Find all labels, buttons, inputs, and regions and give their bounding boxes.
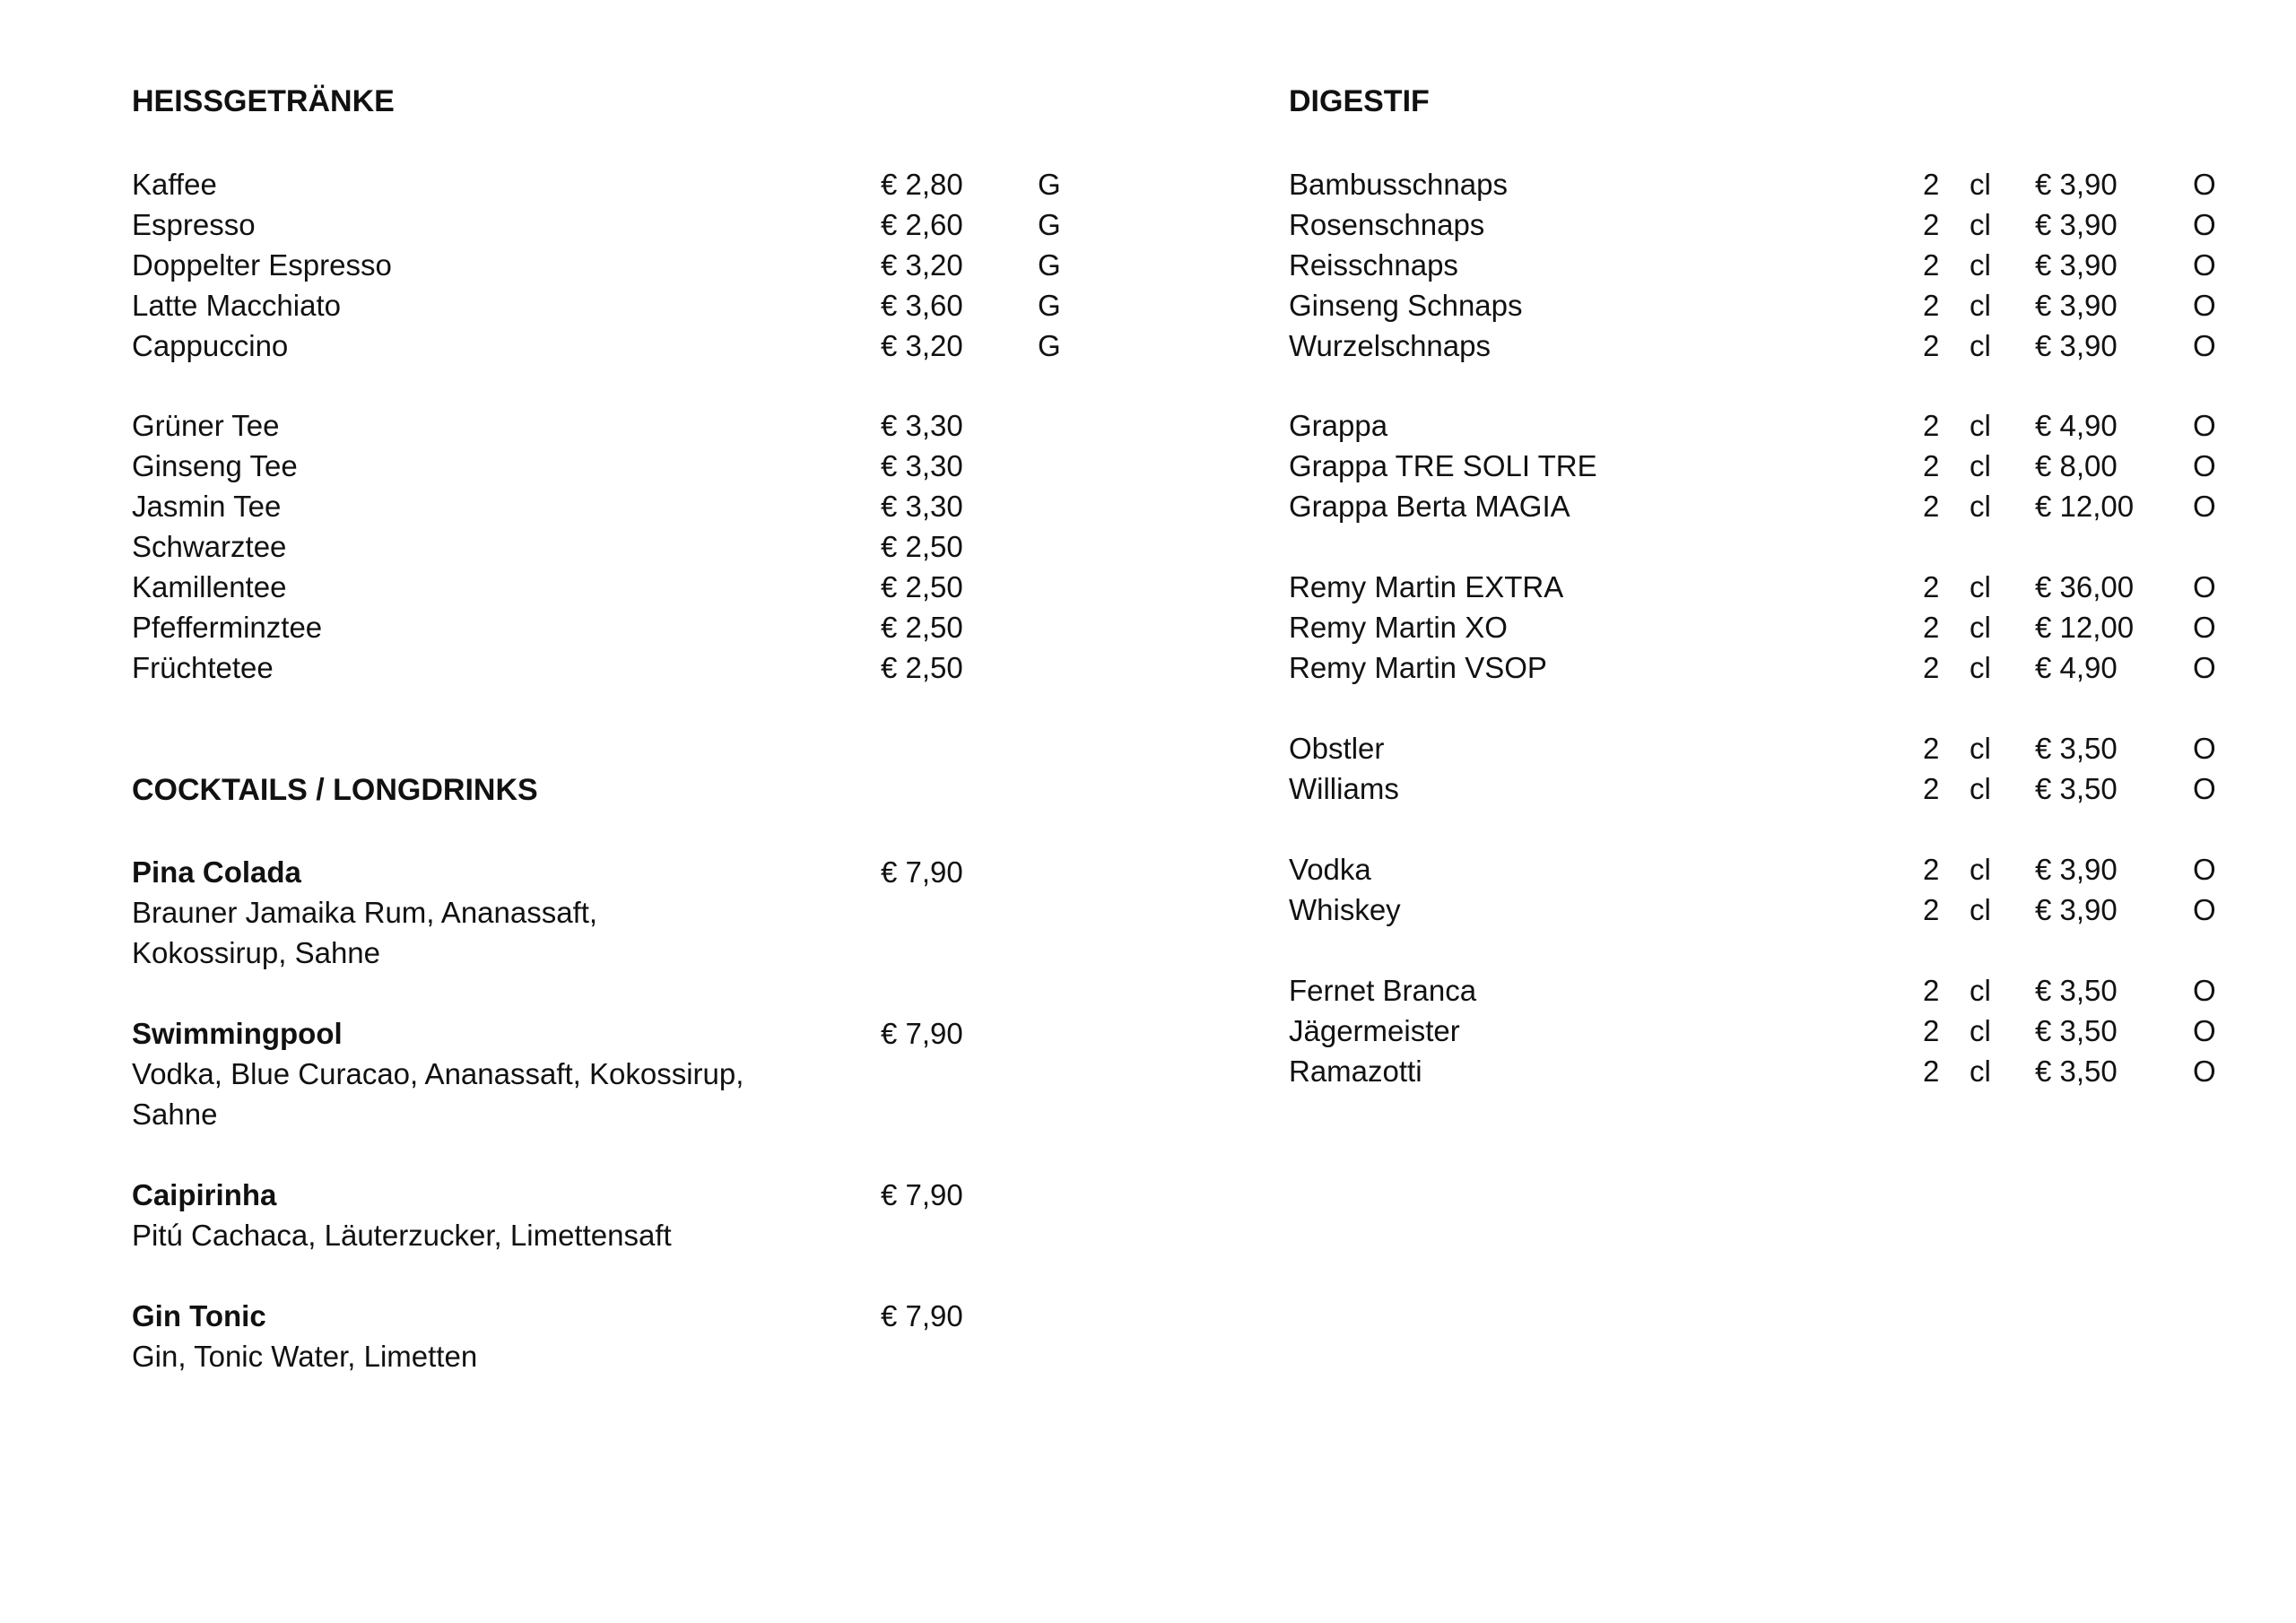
item-qty: 2: [1923, 1014, 1940, 1047]
item-unit: cl: [1970, 974, 1991, 1007]
item-qty: 2: [1923, 248, 1940, 282]
item-unit: cl: [1970, 329, 1991, 362]
item-unit: cl: [1970, 289, 1991, 322]
item-code: O: [2193, 248, 2216, 282]
item-code: O: [2193, 490, 2216, 523]
item-code: G: [1038, 248, 1061, 282]
item-code: O: [2193, 772, 2216, 805]
menu-item: [1289, 970, 2239, 1011]
cocktail-price: € 7,90: [881, 1299, 963, 1332]
item-code: O: [2193, 974, 2216, 1007]
item-code: O: [2193, 449, 2216, 482]
menu-item: [132, 567, 1083, 607]
item-name: Schwarztee: [132, 530, 287, 563]
item-name: Bambusschnaps: [1289, 168, 1508, 201]
item-name: Ramazotti: [1289, 1055, 1422, 1088]
menu-item: [1289, 405, 2239, 446]
item-price: € 3,30: [881, 409, 963, 442]
item-price: € 3,90: [2035, 248, 2118, 282]
hot-drinks-heading: HEISSGETRÄNKE: [132, 84, 395, 118]
item-name: Remy Martin XO: [1289, 611, 1508, 644]
item-name: Kamillentee: [132, 570, 287, 603]
cocktail-item: [132, 1175, 1083, 1215]
item-price: € 3,20: [881, 329, 963, 362]
menu-item: [1289, 607, 2239, 647]
item-price: € 3,30: [881, 490, 963, 523]
item-name: Grüner Tee: [132, 409, 280, 442]
item-qty: 2: [1923, 409, 1940, 442]
item-qty: 2: [1923, 570, 1940, 603]
menu-item: [132, 325, 1083, 366]
item-price: € 4,90: [2035, 651, 2118, 684]
item-unit: cl: [1970, 611, 1991, 644]
item-unit: cl: [1970, 168, 1991, 201]
menu-item: [1289, 728, 2239, 768]
item-price: € 36,00: [2035, 570, 2135, 603]
item-code: O: [2193, 611, 2216, 644]
item-price: € 2,60: [881, 208, 963, 241]
item-name: Grappa: [1289, 409, 1388, 442]
item-name: Doppelter Espresso: [132, 248, 392, 282]
item-code: O: [2193, 853, 2216, 886]
menu-item: [1289, 1011, 2239, 1051]
item-code: O: [2193, 1055, 2216, 1088]
item-price: € 3,60: [881, 289, 963, 322]
item-code: O: [2193, 651, 2216, 684]
cocktail-price: € 7,90: [881, 1017, 963, 1050]
item-price: € 2,50: [881, 530, 963, 563]
item-qty: 2: [1923, 974, 1940, 1007]
cocktail-item: [132, 852, 1083, 892]
item-qty: 2: [1923, 168, 1940, 201]
item-name: Jasmin Tee: [132, 490, 282, 523]
item-price: € 3,20: [881, 248, 963, 282]
item-unit: cl: [1970, 772, 1991, 805]
item-code: O: [2193, 168, 2216, 201]
item-name: Remy Martin VSOP: [1289, 651, 1547, 684]
menu-item: [1289, 245, 2239, 285]
item-qty: 2: [1923, 611, 1940, 644]
item-unit: cl: [1970, 208, 1991, 241]
item-price: € 8,00: [2035, 449, 2118, 482]
item-unit: cl: [1970, 570, 1991, 603]
item-price: € 3,90: [2035, 329, 2118, 362]
item-name: Latte Macchiato: [132, 289, 341, 322]
item-name: Remy Martin EXTRA: [1289, 570, 1564, 603]
item-price: € 3,90: [2035, 893, 2118, 926]
menu-item: [1289, 325, 2239, 366]
menu-item: [1289, 647, 2239, 688]
item-unit: cl: [1970, 248, 1991, 282]
cocktail-name: Swimmingpool: [132, 1017, 343, 1050]
item-name: Whiskey: [1289, 893, 1401, 926]
item-name: Ginseng Schnaps: [1289, 289, 1523, 322]
item-price: € 3,50: [2035, 1055, 2118, 1088]
menu-item: [132, 607, 1083, 647]
cocktails-heading: COCKTAILS / LONGDRINKS: [132, 773, 538, 807]
item-code: O: [2193, 289, 2216, 322]
item-code: O: [2193, 409, 2216, 442]
item-qty: 2: [1923, 651, 1940, 684]
item-price: € 3,50: [2035, 772, 2118, 805]
menu-item: [132, 526, 1083, 567]
menu-item: [132, 647, 1083, 688]
item-unit: cl: [1970, 651, 1991, 684]
menu-item: [132, 285, 1083, 325]
item-unit: cl: [1970, 490, 1991, 523]
item-unit: cl: [1970, 853, 1991, 886]
item-name: Grappa Berta MAGIA: [1289, 490, 1570, 523]
menu-item: [132, 405, 1083, 446]
item-code: O: [2193, 1014, 2216, 1047]
menu-item: [1289, 446, 2239, 486]
item-code: G: [1038, 168, 1061, 201]
item-price: € 3,50: [2035, 732, 2118, 765]
cocktail-name: Caipirinha: [132, 1178, 277, 1211]
item-price: € 3,90: [2035, 289, 2118, 322]
item-code: G: [1038, 329, 1061, 362]
menu-item: [1289, 567, 2239, 607]
menu-item: [1289, 1051, 2239, 1091]
item-name: Espresso: [132, 208, 256, 241]
item-qty: 2: [1923, 893, 1940, 926]
item-name: Jägermeister: [1289, 1014, 1460, 1047]
item-unit: cl: [1970, 449, 1991, 482]
cocktail-name: Pina Colada: [132, 855, 301, 889]
cocktail-item: [132, 1296, 1083, 1336]
menu-item: [132, 446, 1083, 486]
cocktail-description: Pitú Cachaca, Läuterzucker, Limettensaft: [132, 1219, 672, 1252]
item-price: € 3,90: [2035, 208, 2118, 241]
menu-item: [1289, 849, 2239, 890]
item-unit: cl: [1970, 409, 1991, 442]
item-price: € 3,90: [2035, 853, 2118, 886]
item-qty: 2: [1923, 208, 1940, 241]
cocktail-description: Brauner Jamaika Rum, Ananassaft, Kokossirup, Sahne: [132, 896, 598, 969]
item-qty: 2: [1923, 732, 1940, 765]
cocktail-description: Vodka, Blue Curacao, Ananassaft, Kokossirup, Sahne: [132, 1057, 744, 1131]
menu-item: [1289, 164, 2239, 204]
item-qty: 2: [1923, 853, 1940, 886]
item-code: O: [2193, 732, 2216, 765]
item-code: O: [2193, 570, 2216, 603]
item-name: Kaffee: [132, 168, 217, 201]
cocktail-price: € 7,90: [881, 1178, 963, 1211]
item-name: Reisschnaps: [1289, 248, 1458, 282]
item-name: Fernet Branca: [1289, 974, 1477, 1007]
item-name: Pfefferminztee: [132, 611, 323, 644]
item-price: € 2,80: [881, 168, 963, 201]
item-price: € 3,90: [2035, 168, 2118, 201]
menu-item: [1289, 486, 2239, 526]
menu-item: [132, 245, 1083, 285]
menu-item: [132, 164, 1083, 204]
menu-item: [1289, 204, 2239, 245]
item-qty: 2: [1923, 1055, 1940, 1088]
item-unit: cl: [1970, 893, 1991, 926]
item-name: Vodka: [1289, 853, 1371, 886]
item-code: O: [2193, 329, 2216, 362]
item-name: Früchtetee: [132, 651, 274, 684]
item-qty: 2: [1923, 490, 1940, 523]
item-price: € 12,00: [2035, 490, 2135, 523]
cocktail-item: [132, 1013, 1083, 1054]
menu-item: [132, 204, 1083, 245]
item-price: € 3,30: [881, 449, 963, 482]
item-qty: 2: [1923, 289, 1940, 322]
cocktail-price: € 7,90: [881, 855, 963, 889]
item-qty: 2: [1923, 449, 1940, 482]
digestif-heading: DIGESTIF: [1289, 84, 1430, 118]
item-name: Grappa TRE SOLI TRE: [1289, 449, 1597, 482]
item-price: € 12,00: [2035, 611, 2135, 644]
item-qty: 2: [1923, 329, 1940, 362]
item-code: O: [2193, 208, 2216, 241]
item-qty: 2: [1923, 772, 1940, 805]
item-price: € 2,50: [881, 570, 963, 603]
item-price: € 3,50: [2035, 974, 2118, 1007]
item-code: G: [1038, 289, 1061, 322]
menu-item: [132, 486, 1083, 526]
item-price: € 3,50: [2035, 1014, 2118, 1047]
item-name: Rosenschnaps: [1289, 208, 1485, 241]
item-unit: cl: [1970, 1055, 1991, 1088]
cocktail-description: Gin, Tonic Water, Limetten: [132, 1340, 478, 1373]
item-name: Wurzelschnaps: [1289, 329, 1491, 362]
item-name: Obstler: [1289, 732, 1385, 765]
item-name: Cappuccino: [132, 329, 289, 362]
menu-item: [1289, 285, 2239, 325]
item-price: € 2,50: [881, 651, 963, 684]
menu-item: [1289, 890, 2239, 930]
menu-item: [1289, 768, 2239, 809]
item-name: Williams: [1289, 772, 1399, 805]
item-unit: cl: [1970, 1014, 1991, 1047]
item-code: G: [1038, 208, 1061, 241]
item-price: € 2,50: [881, 611, 963, 644]
item-code: O: [2193, 893, 2216, 926]
item-price: € 4,90: [2035, 409, 2118, 442]
cocktail-name: Gin Tonic: [132, 1299, 266, 1332]
item-unit: cl: [1970, 732, 1991, 765]
item-name: Ginseng Tee: [132, 449, 298, 482]
